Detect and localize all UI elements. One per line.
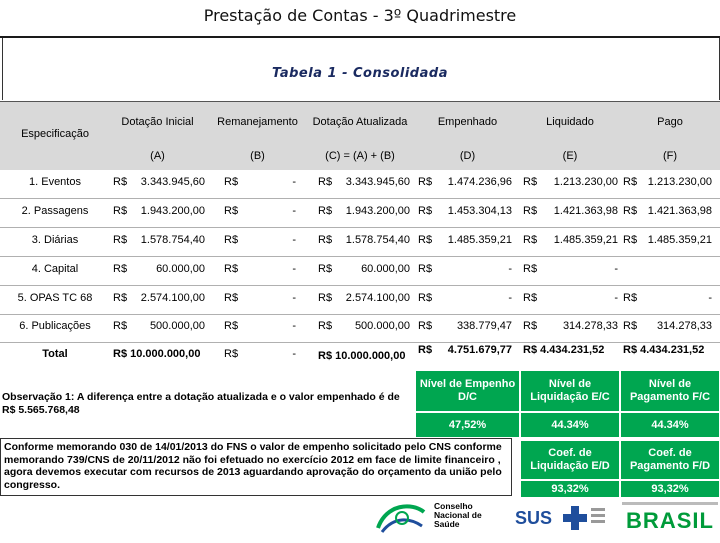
cell-liquidado: 1.213.230,00	[553, 176, 618, 188]
header-especificacao: Especificação	[21, 128, 89, 140]
cell-dotacao-atualizada: R$ 10.000.000,00	[318, 350, 406, 362]
currency-label: R$	[623, 292, 638, 304]
currency-label: R$	[224, 234, 239, 246]
sus-logo-text: SUS	[515, 508, 553, 528]
currency-label: R$	[623, 234, 638, 246]
cell-dotacao-inicial: 1.578.754,40	[140, 234, 205, 246]
cell-remanejamento: -	[292, 234, 296, 246]
header-code-e: (E)	[562, 150, 578, 162]
ministry-text-line	[591, 520, 605, 523]
currency-label: R$	[224, 348, 239, 360]
currency-label: R$	[224, 176, 239, 188]
cell-pago: 1.213.230,00	[647, 176, 712, 188]
currency-label: R$	[113, 176, 128, 188]
header-code-a: (A)	[150, 150, 165, 162]
currency-label: R$	[224, 320, 239, 332]
currency-label: R$	[523, 176, 538, 188]
cell-empenhado: 338.779,47	[456, 320, 512, 332]
ministry-text-line	[591, 508, 605, 511]
cell-dotacao-atualizada: 3.343.945,60	[345, 176, 410, 188]
row-label: 2. Passagens	[21, 205, 89, 217]
currency-label: R$	[418, 292, 433, 304]
cell-pago: R$ 4.434.231,52	[623, 344, 705, 356]
row-divider	[0, 314, 720, 315]
cell-pago: -	[708, 292, 712, 304]
cell-pago: 1.485.359,21	[647, 234, 712, 246]
currency-label: R$	[318, 292, 333, 304]
cell-empenhado: -	[508, 292, 512, 304]
row-label: 1. Eventos	[29, 176, 81, 188]
currency-label: R$	[623, 205, 638, 217]
currency-label: R$	[523, 263, 538, 275]
currency-label: R$	[318, 263, 333, 275]
row-divider	[0, 342, 720, 343]
cell-empenhado: 1.485.359,21	[447, 234, 512, 246]
row-divider	[0, 285, 720, 286]
row-label: 4. Capital	[31, 263, 79, 275]
row-label: 6. Publicações	[19, 320, 91, 332]
cell-liquidado: 314.278,33	[562, 320, 618, 332]
cell-dotacao-atualizada: 2.574.100,00	[345, 292, 410, 304]
table-subtitle: Tabela 1 - Consolidada	[272, 66, 448, 81]
coef-pagamento-value: 93,32%	[620, 480, 720, 498]
cell-empenhado: 1.453.304,13	[447, 205, 512, 217]
currency-label: R$	[523, 234, 538, 246]
currency-label: R$	[113, 205, 128, 217]
cell-remanejamento: -	[292, 205, 296, 217]
cell-liquidado: 1.421.363,98	[553, 205, 618, 217]
currency-label: R$	[224, 205, 239, 217]
cell-remanejamento: -	[292, 176, 296, 188]
cell-pago: 1.421.363,98	[647, 205, 712, 217]
currency-label: R$	[418, 176, 433, 188]
header-empenhado: Empenhado	[437, 116, 498, 128]
brasil-logo-text: BRASIL	[626, 508, 714, 533]
row-label: 5. OPAS TC 68	[17, 292, 93, 304]
cell-dotacao-inicial: 3.343.945,60	[140, 176, 205, 188]
cell-dotacao-atualizada: 60.000,00	[361, 263, 410, 275]
row-divider	[0, 227, 720, 228]
currency-label: R$	[418, 320, 433, 332]
row-label: Total	[42, 348, 68, 360]
header-liquidado: Liquidado	[546, 116, 594, 128]
row-divider	[0, 198, 720, 199]
currency-label: R$	[113, 263, 128, 275]
row-divider	[0, 256, 720, 257]
currency-label: R$	[224, 263, 239, 275]
currency-label: R$	[523, 320, 538, 332]
coef-liquidacao-label: Coef. de Liquidação E/D	[520, 440, 620, 480]
currency-label: R$	[318, 320, 333, 332]
cell-empenhado: 1.474.236,96	[447, 176, 512, 188]
cell-pago: 314.278,33	[656, 320, 712, 332]
cns-logo-text: Conselho Nacional de Saúde	[434, 501, 482, 529]
cell-liquidado: 1.485.359,21	[553, 234, 618, 246]
header-pago: Pago	[657, 116, 683, 128]
indicator-pagamento-label: Nível de Pagamento F/C	[620, 370, 720, 412]
currency-label: R$	[623, 320, 638, 332]
cell-dotacao-inicial: 500.000,00	[149, 320, 205, 332]
cell-liquidado: -	[614, 292, 618, 304]
page-title: Prestação de Contas - 3º Quadrimestre	[203, 6, 517, 25]
cell-empenhado: 4.751.679,77	[447, 344, 512, 356]
cell-dotacao-atualizada: 500.000,00	[354, 320, 410, 332]
currency-label: R$	[318, 234, 333, 246]
cell-dotacao-atualizada: 1.943.200,00	[345, 205, 410, 217]
currency-label: R$	[418, 263, 433, 275]
cell-remanejamento: -	[292, 263, 296, 275]
sus-logo	[515, 502, 605, 536]
indicator-empenho-value: 47,52%	[415, 412, 520, 438]
currency-label: R$	[623, 176, 638, 188]
currency-label: R$	[418, 344, 433, 356]
currency-label: R$	[418, 205, 433, 217]
header-dotacao-inicial: Dotação Inicial	[121, 116, 194, 128]
coef-liquidacao-value: 93,32%	[520, 480, 620, 498]
brasil-logo	[622, 500, 718, 538]
header-code-b: (B)	[250, 150, 265, 162]
observacao-note: Observação 1: A diferença entre a dotação atualizada e o valor empenhado é de R$ 5.565.768,48	[2, 391, 400, 417]
cell-remanejamento: -	[292, 320, 296, 332]
brasil-tagline-line	[622, 502, 718, 505]
currency-label: R$	[113, 292, 128, 304]
cns-logo	[372, 498, 492, 538]
cell-liquidado: -	[614, 263, 618, 275]
row-label: 3. Diárias	[31, 234, 79, 246]
ministry-text-line	[591, 514, 605, 517]
header-code-f: (F)	[662, 150, 678, 162]
memo-note: Conforme memorando 030 de 14/01/2013 do FNS o valor de empenho solicitado pelo CNS conforme memorando 739/CNS de 20/11/2012 não foi efetuado no exercício 2012 em face de limite financeiro , agora devemos executar com recursos de 2013 aguardando aprovação do orçamento da união pelo congresso.	[0, 438, 512, 496]
currency-label: R$	[318, 176, 333, 188]
currency-label: R$	[523, 292, 538, 304]
currency-label: R$	[523, 205, 538, 217]
cell-dotacao-atualizada: 1.578.754,40	[345, 234, 410, 246]
header-dotacao-atualizada: Dotação Atualizada	[312, 116, 408, 128]
cns-emblem-icon	[372, 498, 432, 538]
currency-label: R$	[224, 292, 239, 304]
indicator-pagamento-value: 44.34%	[620, 412, 720, 438]
cell-dotacao-inicial: R$ 10.000.000,00	[113, 348, 201, 360]
currency-label: R$	[318, 205, 333, 217]
cell-remanejamento: -	[292, 292, 296, 304]
cell-empenhado: -	[508, 263, 512, 275]
currency-label: R$	[113, 320, 128, 332]
cell-dotacao-inicial: 1.943.200,00	[140, 205, 205, 217]
indicator-empenho-label: Nível de Empenho D/C	[415, 370, 520, 412]
indicator-liquidacao-value: 44.34%	[520, 412, 620, 438]
cell-dotacao-inicial: 2.574.100,00	[140, 292, 205, 304]
cell-remanejamento: -	[292, 348, 296, 360]
cell-liquidado: R$ 4.434.231,52	[523, 344, 605, 356]
header-code-d: (D)	[459, 150, 476, 162]
health-cross-icon	[561, 504, 589, 532]
coef-pagamento-label: Coef. de Pagamento F/D	[620, 440, 720, 480]
indicator-liquidacao-label: Nível de Liquidação E/C	[520, 370, 620, 412]
currency-label: R$	[418, 234, 433, 246]
header-code-c: (C) = (A) + (B)	[325, 150, 395, 162]
cell-dotacao-inicial: 60.000,00	[156, 263, 205, 275]
currency-label: R$	[113, 234, 128, 246]
header-remanejamento: Remanejamento	[217, 116, 298, 128]
